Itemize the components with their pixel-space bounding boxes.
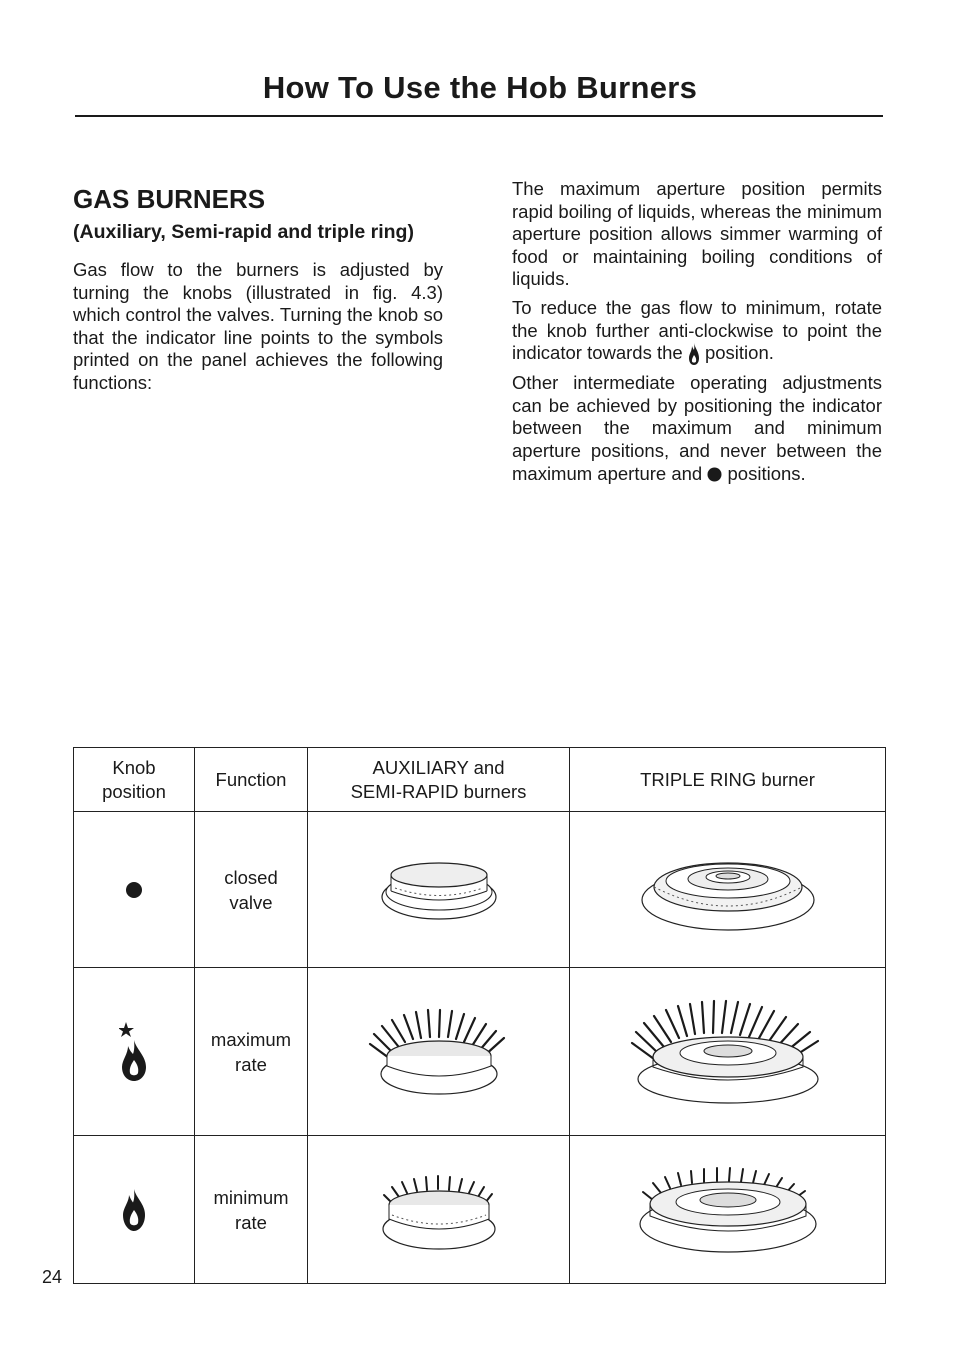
triple-burner-cell [570, 968, 886, 1136]
aux-burner-max-illustration [364, 1004, 514, 1099]
aperture-paragraph: The maximum aperture position permits rapid boiling of liquids, whereas the minimum aperture position allows simmer warming of food or maintaining boiling conditions of liquids. [512, 178, 882, 290]
function-line2: rate [235, 1211, 267, 1233]
aux-burner-cell [308, 812, 570, 968]
function-line1: closed [224, 866, 278, 888]
aux-burner-off-illustration [379, 855, 499, 925]
page-number: 24 [42, 1267, 63, 1287]
knob-symbol-cell [74, 812, 195, 968]
closed-dot-icon [707, 467, 722, 482]
section-heading: GAS BURNERS [73, 184, 266, 214]
left-column [73, 183, 443, 395]
title-divider [75, 115, 883, 117]
page-title: How To Use the Hob Burners [262, 70, 698, 105]
header-triple-ring: TRIPLE RING burner [570, 748, 886, 812]
function-line2: valve [229, 891, 273, 913]
aux-burner-cell [308, 968, 570, 1136]
header-knob-line1: Knob [112, 756, 156, 778]
section-subheading: (Auxiliary, Semi-rapid and triple ring) [73, 221, 414, 243]
aux-burner-cell [308, 1136, 570, 1284]
aux-burner-min-illustration [374, 1167, 504, 1252]
function-cell [195, 968, 308, 1136]
intermediate-text-end: positions. [727, 462, 806, 484]
header-aux-line1: AUXILIARY and [372, 756, 505, 778]
table-row-minimum [74, 1136, 886, 1284]
right-column [512, 178, 882, 491]
triple-burner-cell [570, 812, 886, 968]
large-flame-star-icon [119, 1022, 149, 1082]
intro-text-1: Gas flow to the burners is adjusted by turning the knobs (illustrated in fig. 4.3) which control the valves. [73, 259, 443, 326]
small-flame-icon [121, 1188, 147, 1232]
header-knob-position [74, 748, 195, 812]
small-flame-icon [688, 342, 700, 366]
function-line1: maximum [210, 1028, 292, 1050]
table-header-row [74, 748, 886, 812]
header-auxiliary [308, 748, 570, 812]
closed-dot-icon [125, 881, 143, 899]
triple-burner-cell [570, 1136, 886, 1284]
knob-symbol-cell [74, 1136, 195, 1284]
reduce-flow-text-end: position. [704, 342, 774, 364]
intro-paragraph [73, 259, 443, 395]
intro-text-2: Turning the knob so that the indicator line points to the symbols printed on the panel achieves the following functions: [73, 304, 443, 393]
triple-burner-min-illustration [633, 1162, 823, 1257]
table-row-closed [74, 812, 886, 968]
header-function: Function [195, 748, 308, 812]
knob-function-table [73, 747, 886, 1284]
reduce-flow-text: To reduce the gas flow to minimum, rotate the knob further anti-clockwise to point the indicator towards the [512, 296, 882, 364]
header-knob-line2: position [102, 780, 166, 802]
function-cell [195, 812, 308, 968]
intermediate-paragraph [512, 372, 882, 485]
header-aux-line2: SEMI-RAPID burners [350, 780, 527, 802]
triple-burner-max-illustration [628, 997, 828, 1107]
intermediate-text: Other intermediate operating adjustments can be achieved by positioning the indicator between the maximum and minimum aperture positions, and never between the maximum aperture and [512, 372, 882, 484]
triple-burner-off-illustration [638, 845, 818, 935]
reduce-flow-paragraph [512, 297, 882, 366]
table-row-maximum [74, 968, 886, 1136]
function-cell [195, 1136, 308, 1284]
function-line1: minimum [213, 1186, 289, 1208]
function-line2: rate [235, 1053, 267, 1075]
knob-symbol-cell [74, 968, 195, 1136]
